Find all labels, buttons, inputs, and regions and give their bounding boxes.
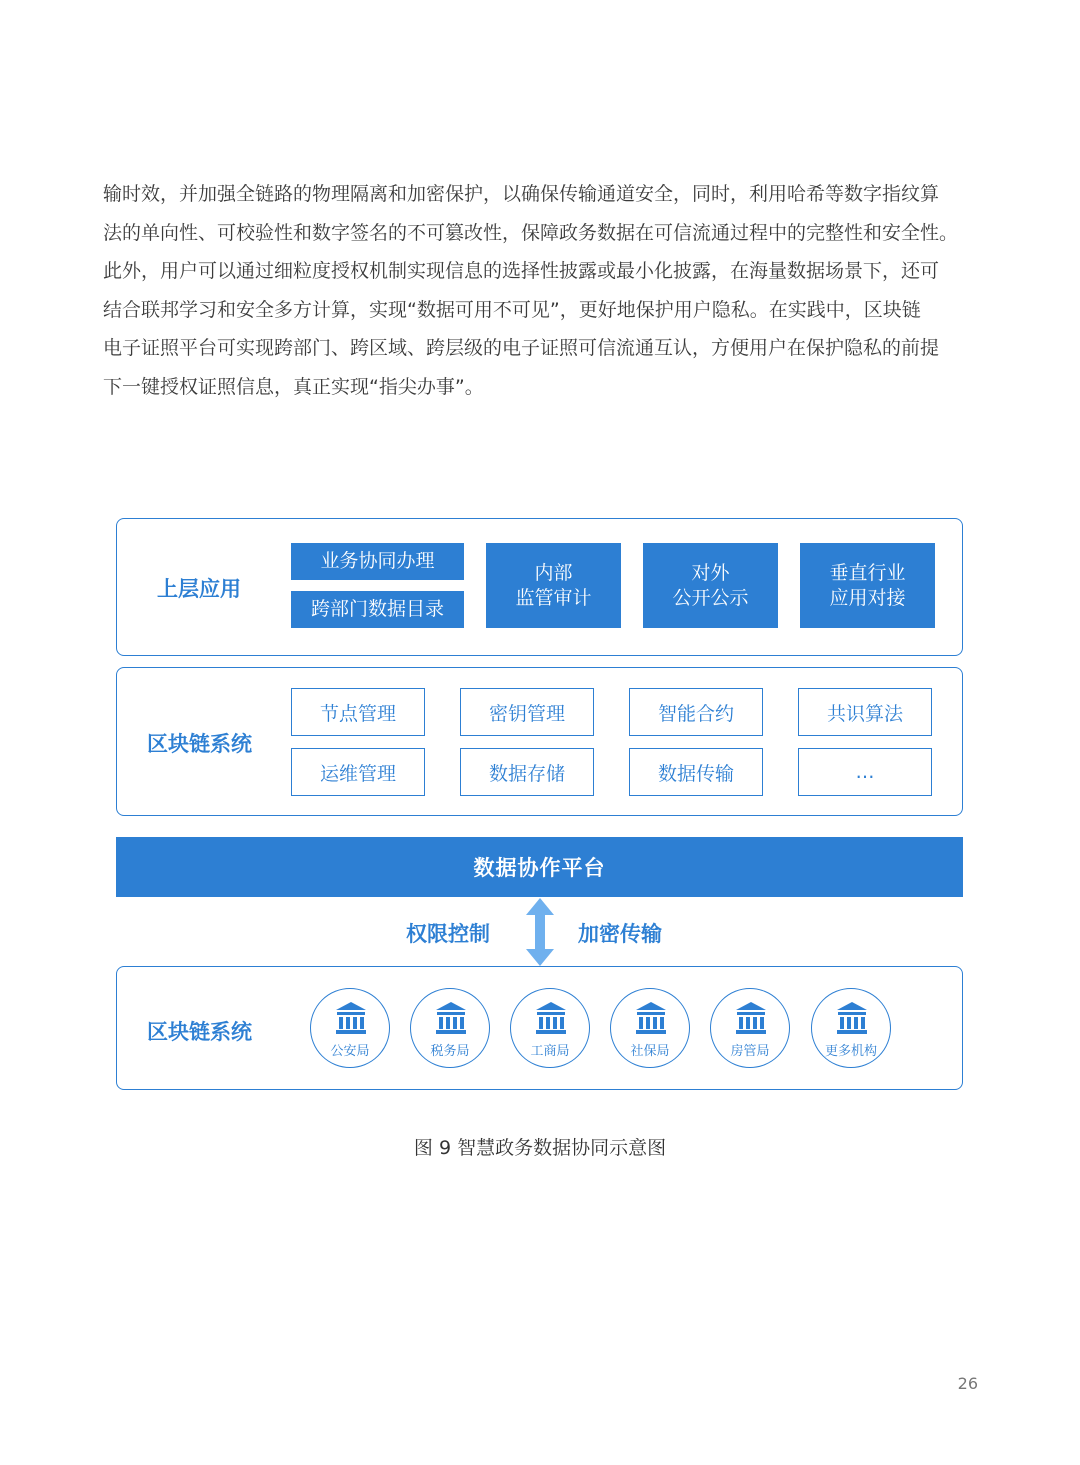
- data-storage-box: 数据存储: [460, 748, 594, 796]
- agencies-panel-label: 区块链系统: [147, 1020, 252, 1044]
- figure-caption: 图 9 智慧政务数据协同示意图: [413, 1137, 667, 1159]
- ops-management-box: 运维管理: [291, 748, 425, 796]
- consensus-algorithm-box: 共识算法: [798, 688, 932, 736]
- double-arrow-icon: [525, 898, 555, 966]
- blockchain-system-label: 区块链系统: [147, 732, 252, 756]
- box-line: 垂直行业: [829, 561, 906, 584]
- agency-housing: [710, 988, 790, 1068]
- agency-public-security: [310, 988, 390, 1068]
- paragraph-line: 此外，用户可以通过细粒度授权机制实现信息的选择性披露或最小化披露，在海量数据场景下，还可: [103, 260, 940, 282]
- government-building-icon: [633, 1000, 669, 1036]
- more-modules-box: …: [798, 748, 932, 796]
- vertical-industry-box: [800, 543, 935, 628]
- public-disclosure-box: [643, 543, 778, 628]
- government-building-icon: [733, 1000, 769, 1036]
- agency-name: 更多机构: [824, 1044, 877, 1059]
- government-building-icon: [433, 1000, 469, 1036]
- agency-commerce: [510, 988, 590, 1068]
- box-line: 监管审计: [515, 586, 592, 609]
- encrypted-transfer-label: 加密传输: [578, 922, 662, 946]
- business-collaboration-box: 业务协同办理: [291, 543, 464, 580]
- blockchain-system-panel: [116, 667, 963, 816]
- smart-contract-box: 智能合约: [629, 688, 763, 736]
- agency-name: 工商局: [530, 1044, 570, 1059]
- agency-tax: [410, 988, 490, 1068]
- upper-application-panel: [116, 518, 963, 656]
- cross-department-catalog-box: 跨部门数据目录: [291, 591, 464, 628]
- box-line: 内部: [534, 561, 573, 584]
- government-building-icon: [834, 1000, 870, 1036]
- box-line: 公开公示: [672, 586, 749, 609]
- paragraph-line: 法的单向性、可校验性和数字签名的不可篡改性，保障政务数据在可信流通过程中的完整性和安全性。: [103, 221, 959, 244]
- box-line: 应用对接: [829, 586, 906, 609]
- page-number: 26: [957, 1374, 978, 1393]
- paragraph-line: 电子证照平台可实现跨部门、跨区域、跨层级的电子证照可信流通互认，方便用户在保护隐私的前提: [103, 337, 940, 359]
- permission-control-label: 权限控制: [406, 922, 490, 946]
- box-line: 对外: [691, 561, 730, 584]
- internal-audit-box: [486, 543, 621, 628]
- agency-name: 房管局: [730, 1044, 770, 1059]
- node-management-box: 节点管理: [291, 688, 425, 736]
- paragraph-line: 下一键授权证照信息，真正实现“指尖办事”。: [103, 375, 484, 398]
- agency-name: 公安局: [330, 1044, 370, 1059]
- government-building-icon: [333, 1000, 369, 1036]
- agency-name: 社保局: [630, 1044, 670, 1059]
- paragraph-line: 结合联邦学习和安全多方计算，实现“数据可用不可见”，更好地保护用户隐私。在实践中，区块链: [103, 298, 921, 321]
- government-building-icon: [533, 1000, 569, 1036]
- agency-more: [811, 988, 891, 1068]
- agency-social-security: [610, 988, 690, 1068]
- body-paragraph: [103, 175, 978, 406]
- paragraph-line: 输时效，并加强全链路的物理隔离和加密保护，以确保传输通道安全，同时，利用哈希等数字指纹算: [103, 183, 940, 205]
- agency-name: 税务局: [430, 1044, 470, 1059]
- data-collaboration-platform: 数据协作平台: [116, 837, 963, 897]
- key-management-box: 密钥管理: [460, 688, 594, 736]
- data-transfer-box: 数据传输: [629, 748, 763, 796]
- upper-application-label: 上层应用: [157, 577, 241, 601]
